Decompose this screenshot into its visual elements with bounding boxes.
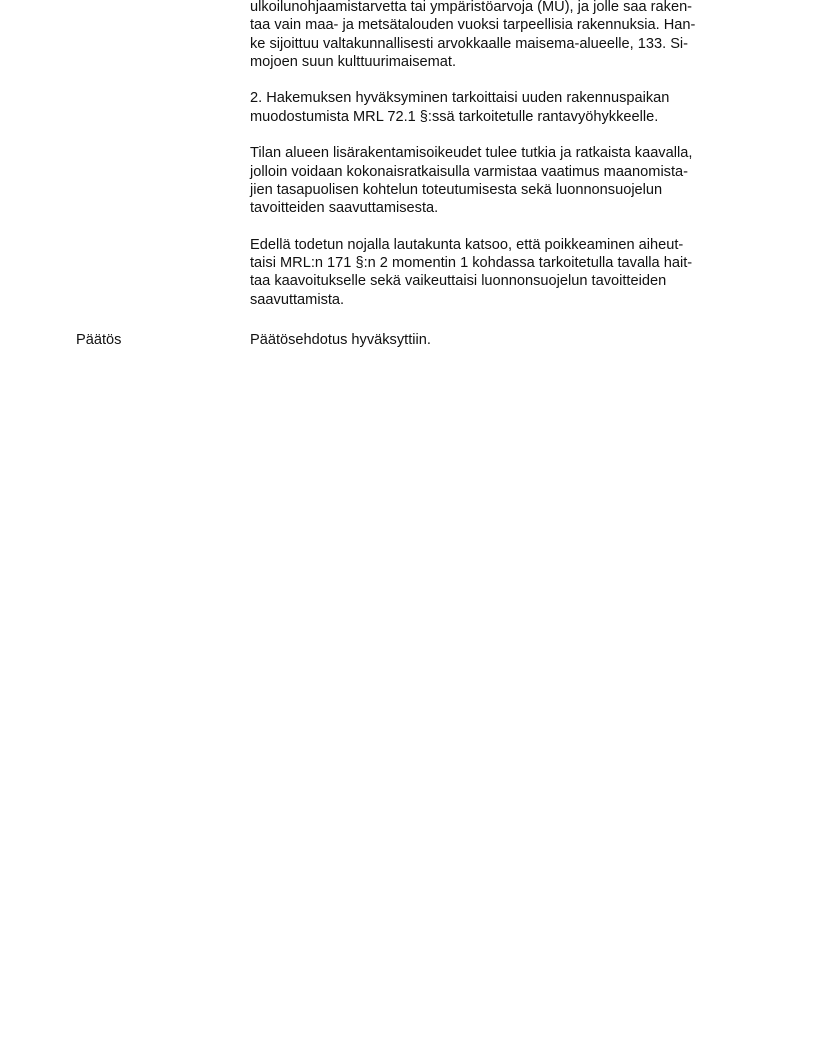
paragraph-spacer — [250, 126, 750, 144]
text-line: Edellä todetun nojalla lautakunta katsoo, että poikkeaminen aiheut- — [250, 236, 684, 253]
paragraph-new-building-site — [250, 89, 750, 126]
text-line: ke sijoittuu valtakunnallisesti arvokkaalle maisema-alueelle, 133. Si- — [250, 35, 689, 52]
text-line: taa kaavoitukselle sekä vaikeuttaisi luonnonsuojelun tavoitteiden — [250, 273, 667, 290]
text-line: 2. Hakemuksen hyväksyminen tarkoittaisi uuden rakennuspaikan — [250, 90, 670, 107]
text-line: taa vain maa- ja metsätalouden vuoksi tarpeellisia rakennuksia. Han- — [250, 17, 696, 34]
text-line: muodostumista MRL 72.1 §:ssä tarkoitetulle rantavyöhykkeelle. — [250, 108, 659, 125]
paragraph-building-rights — [250, 144, 750, 217]
decision-label: Päätös — [76, 332, 122, 348]
paragraph-spacer — [250, 71, 750, 89]
paragraph-board-conclusion — [250, 236, 750, 309]
text-line: jolloin voidaan kokonaisratkaisulla varmistaa vaatimus maanomista- — [250, 163, 689, 180]
text-line: tavoitteiden saavuttamisesta. — [250, 200, 439, 217]
paragraph-spacer — [250, 218, 750, 236]
text-line: jien tasapuolisen kohtelun toteutumisesta sekä luonnonsuojelun — [250, 181, 663, 198]
text-line: Tilan alueen lisärakentamisoikeudet tulee tutkia ja ratkaista kaavalla, — [250, 145, 693, 162]
text-line: saavuttamista. — [250, 291, 345, 308]
decision-text: Päätösehdotus hyväksyttiin. — [250, 332, 431, 348]
text-line: taisi MRL:n 171 §:n 2 momentin 1 kohdassa tarkoitetulla tavalla hait- — [250, 255, 693, 272]
paragraph-zoning-context — [250, 0, 750, 71]
text-line: mojoen suun kulttuurimaisemat. — [250, 53, 457, 70]
text-line: ulkoilunohjaamistarvetta tai ympäristöarvoja (MU), ja jolle saa raken- — [250, 0, 693, 15]
reasoning-text-column — [250, 0, 750, 309]
